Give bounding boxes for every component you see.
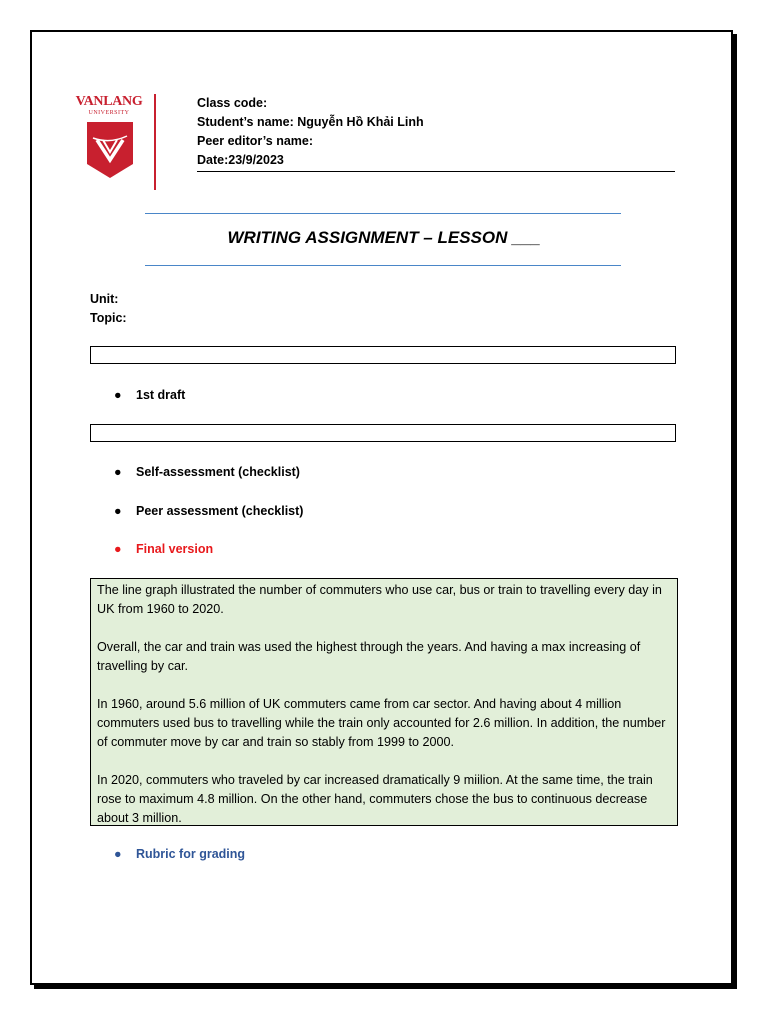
header-underline xyxy=(197,171,675,172)
unit-label: Unit: xyxy=(90,292,119,306)
essay-paragraph: Overall, the car and train was used the highest through the years. And having a max increasing of travelling by car. xyxy=(97,640,641,673)
essay-box xyxy=(90,578,678,826)
title-rule-top xyxy=(145,213,621,214)
self-assessment-label: Self-assessment (checklist) xyxy=(136,465,300,479)
bullet-peer-assessment xyxy=(114,504,303,518)
essay-paragraph: The line graph illustrated the number of commuters who use car, bus or train to travelling every day in UK from 1960 to 2020. xyxy=(97,583,662,616)
title-rule-bottom xyxy=(145,265,621,266)
bullet-self-assessment xyxy=(114,465,300,479)
empty-text-box[interactable] xyxy=(90,424,676,442)
essay-paragraph: In 2020, commuters who traveled by car increased dramatically 9 miilion. At the same time, the train rose to maximum 4.8 million. On the other hand, commuters chose the bus to continuous decrease about 3 million. xyxy=(97,773,653,825)
shield-icon xyxy=(85,120,135,180)
bullet-dot: ● xyxy=(114,465,122,479)
bullet-first-draft xyxy=(114,388,185,402)
first-draft-label: 1st draft xyxy=(136,388,186,402)
empty-text-box[interactable] xyxy=(90,346,676,364)
unit-topic xyxy=(90,290,127,328)
document-page xyxy=(30,30,733,985)
header-info xyxy=(197,94,675,170)
bullet-dot: ● xyxy=(114,847,122,861)
logo-subtitle: UNIVERSITY xyxy=(88,110,130,116)
bullet-rubric xyxy=(114,847,245,861)
student-name: Student’s name: Nguyễn Hồ Khải Linh xyxy=(197,115,424,129)
peer-editor-label: Peer editor’s name: xyxy=(197,134,314,148)
logo-name: VANLANG xyxy=(75,94,143,109)
page-title: WRITING ASSIGNMENT – LESSON ___ xyxy=(227,228,541,247)
peer-assessment-label: Peer assessment (checklist) xyxy=(136,504,304,518)
bullet-final-version xyxy=(114,542,213,556)
topic-label: Topic: xyxy=(90,311,127,325)
class-code-label: Class code: xyxy=(197,96,268,110)
date: Date:23/9/2023 xyxy=(197,153,284,167)
rubric-label: Rubric for grading xyxy=(136,847,246,861)
final-version-label: Final version xyxy=(136,542,214,556)
bullet-dot: ● xyxy=(114,388,122,402)
bullet-dot: ● xyxy=(114,542,122,556)
university-logo xyxy=(74,94,144,194)
bullet-dot: ● xyxy=(114,504,122,518)
logo-divider xyxy=(154,94,156,190)
essay-paragraph: In 1960, around 5.6 million of UK commuters came from car sector. And having about 4 million commuters used bus to travelling while the train only accounted for 2.6 million. In addition, the number of commuter move by car and train so stably from 1999 to 2000. xyxy=(97,697,666,749)
